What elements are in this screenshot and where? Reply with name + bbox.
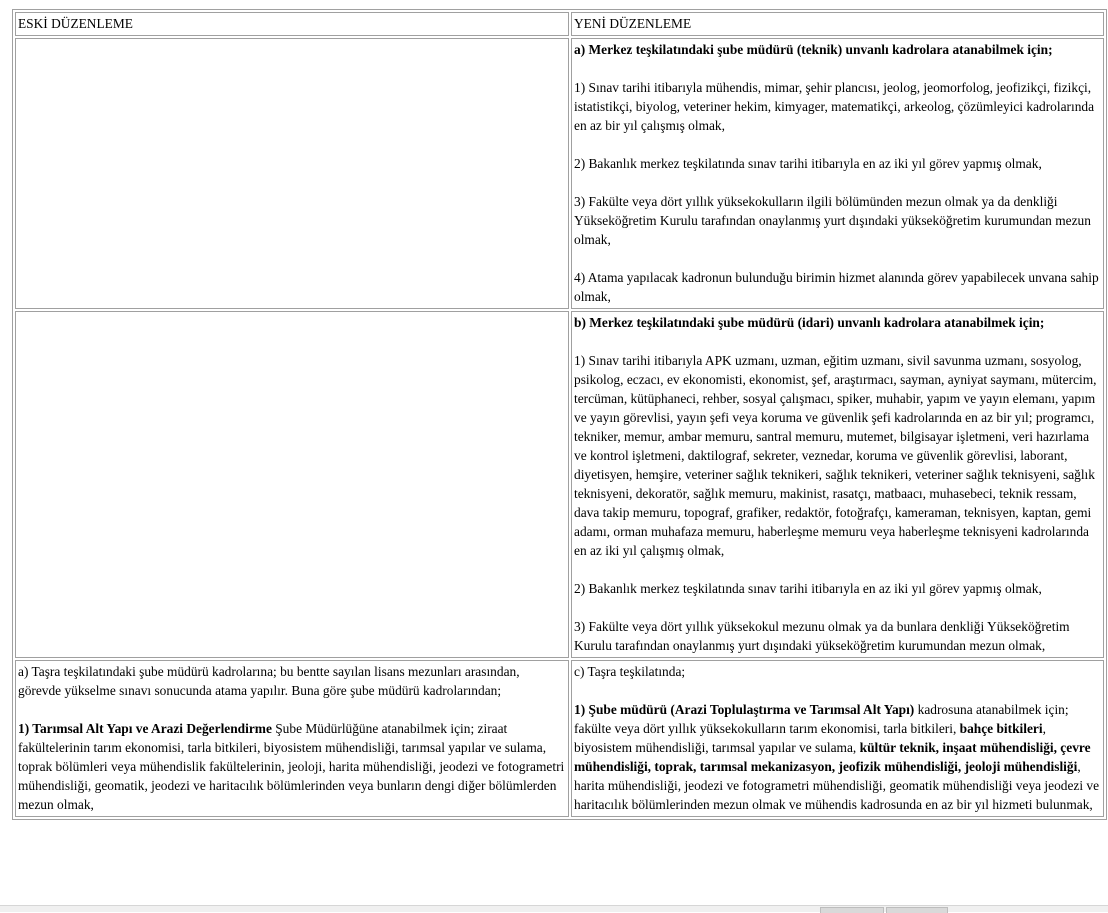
horizontal-scrollbar[interactable] <box>0 905 1108 912</box>
table-row <box>15 311 1104 658</box>
clause-item: 2) Bakanlık merkez teşkilatında sınav tarihi itibarıyla en az iki yıl görev yapmış olmak, <box>574 581 1042 596</box>
clause-item: 1) Şube müdürü (Arazi Toplulaştırma ve Tarımsal Alt Yapı) kadrosuna atanabilmek için; fakülte veya dört yıllık yüksekokulların tarım ekonomisi, tarla bitkileri, bahçe bitkileri, biyosistem mühendisliği, tarımsal yapılar ve sulama, kültür teknik, inşaat mühendisliği, çevre mühendisliği, toprak, tarımsal mekanizasyon, jeofizik mühendisliği, jeoloji mühendisliği, harita mühendisliği, jeodezi ve fotogrametri mühendisliği, geomatik mühendisliği veya jeodezi ve haritacılık bölümlerinden mezun olmak ve mühendis kadrosunda en az bir yıl hizmeti bulunmak, <box>574 702 1100 812</box>
header-row <box>15 12 1104 36</box>
table-row <box>15 660 1104 817</box>
scrollbar-thumb[interactable] <box>886 907 948 913</box>
clause-item: 4) Atama yapılacak kadronun bulunduğu birimin hizmet alanında görev yapabilecek unvana sahip olmak, <box>574 270 1099 304</box>
clause-item: 3) Fakülte veya dört yıllık yüksekokulların ilgili bölümünden mezun olmak ya da denkliği Yükseköğretim Kurulu tarafından onaylanmış yurt dışındaki yükseköğretim kurumundan mezun olmak, <box>574 194 1091 247</box>
clause-intro: c) Taşra teşkilatında; <box>574 664 686 679</box>
clause-item: 2) Bakanlık merkez teşkilatında sınav tarihi itibarıyla en az iki yıl görev yapmış olmak, <box>574 156 1042 171</box>
new-cell-technical <box>571 38 1104 309</box>
header-old: ESKİ DÜZENLEME <box>15 12 569 36</box>
clause-item: 1) Sınav tarihi itibarıyla mühendis, mimar, şehir plancısı, jeolog, jeomorfolog, jeofizikçi, fizikçi, istatistikçi, biyolog, veteriner hekim, kimyager, matematikçi, arkeolog, çözümleyici kadrolarında en az bir yıl çalışmış olmak, <box>574 80 1095 133</box>
header-new: YENİ DÜZENLEME <box>571 12 1104 36</box>
clause-intro: a) Taşra teşkilatındaki şube müdürü kadrolarına; bu bentte sayılan lisans mezunları arasından, görevde yükselme sınavı sonucunda atama yapılır. Buna göre şube müdürü kadrolarından; <box>18 664 520 698</box>
scrollbar-thumb[interactable] <box>820 907 884 913</box>
clause-item: 3) Fakülte veya dört yıllık yüksekokul mezunu olmak ya da bunlara denkliği Yükseköğretim Kurulu tarafından onaylanmış yurt dışındaki yükseköğretim kurumundan mezun olmak, <box>574 619 1070 653</box>
clause-title: b) Merkez teşkilatındaki şube müdürü (idari) unvanlı kadrolara atanabilmek için; <box>574 315 1045 330</box>
table-row <box>15 38 1104 309</box>
old-cell-empty <box>15 38 569 309</box>
comparison-table-wrapper <box>12 9 1099 820</box>
clause-item: 1) Sınav tarihi itibarıyla APK uzmanı, uzman, eğitim uzmanı, sivil savunma uzmanı, sosyolog, psikolog, eczacı, ev ekonomisti, ekonomist, şef, araştırmacı, sayman, ayniyat saymanı, mütercim, tercüman, kütüphaneci, rehber, sosyal çalışmacı, spiker, muhabir, yapım ve yayın elemanı, yapım ve yayın görevlisi, yayın şefi veya koruma ve güvenlik şefi kadrolarında en az bir yıl; programcı, tekniker, memur, ambar memuru, santral memuru, mutemet, bilgisayar işletmeni, veri hazırlama ve kontrol işletmeni, daktilograf, sekreter, veznedar, koruma ve güvenlik görevlisi, laborant, diyetisyen, hemşire, veteriner sağlık teknikeri, sağlık teknikeri, veteriner sağlık teknisyeni, sağlık teknisyeni, dekoratör, sağlık memuru, makinist, rasatçı, matbaacı, muhasebeci, teknik ressam, dava takip memuru, topograf, grafiker, redaktör, fotoğrafçı, kameraman, teknisyen, kaptan, gemi adamı, orman muhafaza memuru, haberleşme memuru veya haberleşme teknisyeni kadrolarında en az iki yıl çalışmış olmak, <box>574 353 1097 558</box>
new-cell-provincial <box>571 660 1104 817</box>
clause-title: a) Merkez teşkilatındaki şube müdürü (teknik) unvanlı kadrolara atanabilmek için; <box>574 42 1053 57</box>
old-cell-provincial <box>15 660 569 817</box>
old-cell-empty <box>15 311 569 658</box>
clause-item: 1) Tarımsal Alt Yapı ve Arazi Değerlendirme Şube Müdürlüğüne atanabilmek için; ziraat fakültelerinin tarım ekonomisi, tarla bitkileri, biyosistem mühendisliği, tarımsal yapılar ve sulama, toprak bölümleri veya mühendislik fakültelerinin, jeoloji, harita mühendisliği, jeodezi ve fotogrametri mühendisliği, geomatik, jeodezi ve haritacılık bölümlerinden veya bunların dengi diğer bölümlerden mezun olmak, <box>18 721 565 812</box>
comparison-table <box>12 9 1107 820</box>
new-cell-administrative <box>571 311 1104 658</box>
